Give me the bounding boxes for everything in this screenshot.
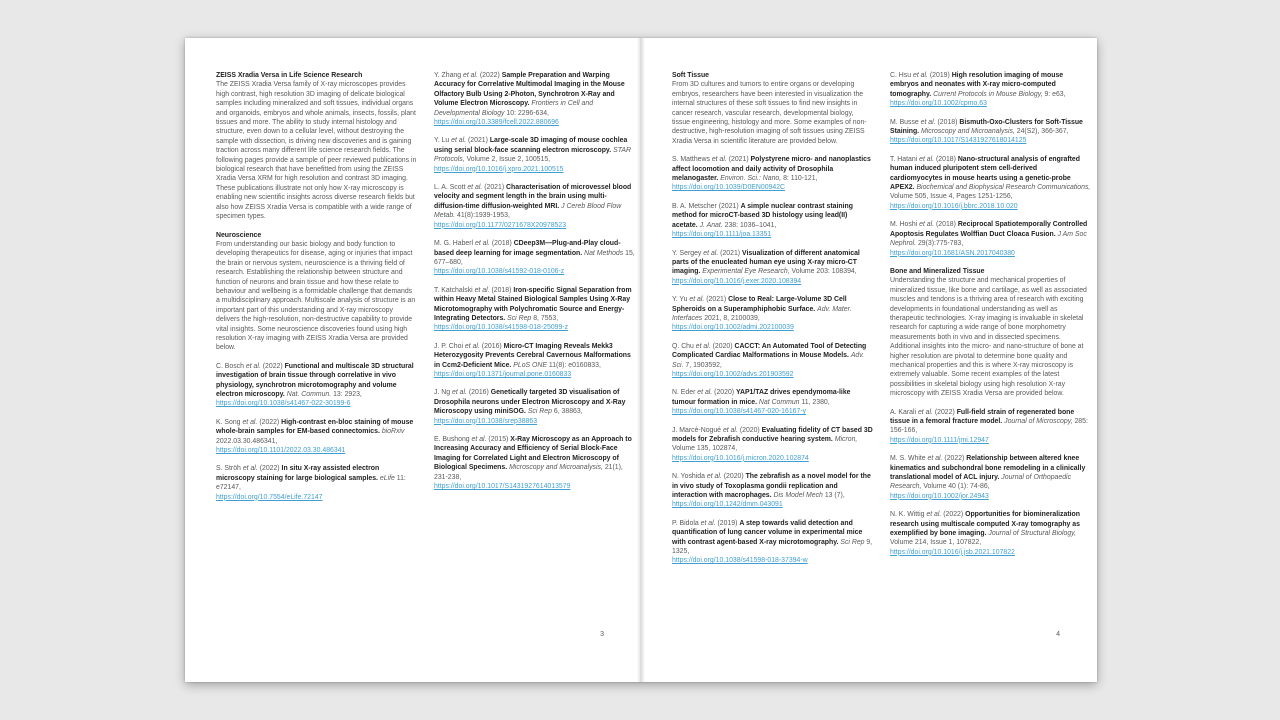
reference-title: Genetically targeted 3D visualisation of Drosophila neurons under Electron Microscopy and X-Ray Microscopy using miniSOG. bbox=[434, 389, 626, 416]
section-heading: ZEISS Xradia Versa in Life Science Research bbox=[216, 72, 363, 79]
reference-doi-link[interactable]: https://doi.org/10.1017/S1431927618014125 bbox=[890, 137, 1027, 145]
reference-journal: bioRxiv bbox=[381, 428, 405, 436]
reference-journal: J Cereb Blood Flow Metab. bbox=[434, 202, 622, 220]
reference-authors: L. A. Scott et al. (2021) bbox=[434, 184, 507, 192]
section-heading: Bone and Mineralized Tissue bbox=[890, 267, 985, 275]
reference-authors: Y. Zhang et al. (2022) bbox=[434, 72, 502, 79]
reference-detail: Volume 203: 108394, bbox=[791, 268, 857, 276]
reference-item bbox=[434, 183, 635, 230]
reference-title: High resolution imaging of mouse embryos and neonates with X-ray micro-computed tomography. bbox=[890, 72, 1064, 98]
reference-title: CACCT: An Automated Tool of Detecting Complicated Cardiac Malformations in Mouse Models. bbox=[672, 342, 867, 360]
reference-authors: E. Bushong et al. (2015) bbox=[434, 436, 511, 443]
body-paragraph: The ZEISS Xradia Versa family of X-ray microscopes provides high contrast, high resolution 3D imaging of delicate biological samples including mineralized and soft tissues, individual organs and organoids, embryos and whole animals, insects, fossils, plant tissues and more. The ability to study internal histology and structure, even down to a cellular level, without destroying the sample with dissection, is driving new discoveries and is gaining traction across many different life science research fields. The following pages provide a sample of peer reviewed publications in biological research that have benefitted from using the ZEISS Xradia Versa XRM for high resolution and contrast 3D imaging. These publications illustrate not only how X-ray microscopy is enabling new scientific insights across diverse research fields but also how ZEISS Xradia Versa is compatible with a wide range of specimen types. bbox=[216, 81, 417, 221]
reference-doi-link[interactable]: https://doi.org/10.1038/srep38863 bbox=[434, 417, 538, 425]
page-3 bbox=[185, 38, 641, 682]
reference-authors: N. K. Wittig et al. (2022) bbox=[890, 511, 966, 519]
reference-doi-link[interactable]: https://doi.org/10.1681/ASN.2017040380 bbox=[890, 249, 1015, 257]
reference-doi-link[interactable]: https://doi.org/10.1111/jmi.12947 bbox=[890, 436, 989, 444]
reference-detail: 6, 38863, bbox=[553, 408, 583, 416]
reference-title: In situ X-ray assisted electron microscopy staining for large biological samples. bbox=[216, 465, 380, 482]
reference-journal: Journal of Orthopaedic Research, bbox=[890, 474, 1072, 491]
reference-doi-link[interactable]: https://doi.org/10.1002/cpmo.63 bbox=[890, 100, 987, 108]
reference-journal: Nat. Commun. bbox=[286, 391, 332, 398]
reference-detail: Volume 40 (1): 74-86, bbox=[923, 483, 990, 491]
reference-title: CDeep3M—Plug-and-Play cloud-based deep learning for image segmentation. bbox=[434, 240, 621, 257]
reference-title: Close to Real: Large-Volume 3D Cell Spheroids on a Superamphiphobic Surface. bbox=[672, 296, 847, 313]
reference-detail: Volume 214, Issue 1, 107822, bbox=[890, 539, 982, 547]
reference-item bbox=[672, 249, 873, 287]
section-heading: Soft Tissue bbox=[672, 72, 710, 79]
reference-detail: 41(8):1939-1953, bbox=[457, 212, 510, 220]
reference-authors: C. Hsu et al. (2019) bbox=[890, 72, 952, 79]
text-column bbox=[672, 71, 873, 575]
reference-journal: STAR Protocols, bbox=[434, 146, 631, 164]
reference-item bbox=[434, 239, 635, 277]
reference-detail: Volume 505, Issue 4, Pages 1251-1256, bbox=[890, 193, 1013, 201]
reference-journal: Biochemical and Biophysical Research Communications, bbox=[916, 184, 1091, 192]
reference-authors: S. Ströh et al. (2022) bbox=[216, 465, 282, 473]
reference-authors: N. Eder et al. (2020) bbox=[672, 389, 736, 397]
reference-item bbox=[434, 71, 635, 127]
reference-title: Polystyrene micro- and nanoplastics affect locomotion and daily activity of Drosophila melanogaster. bbox=[672, 156, 871, 183]
reference-detail: Volume 2, Issue 2, 100515, bbox=[466, 156, 551, 164]
body-paragraph: Understanding the structure and mechanical properties of mineralized tissue, like bone and cartilage, as well as associated muscles and tendons is a thriving area of research with exciting developments in foundational understanding as well as therapeutic technologies. X-ray imaging is invaluable in skeletal research for capturing a wide range of bone morphometry measurements both in vivo and in dissected specimens. Additional insights into the micro- and nano-structure of bone at higher resolution are pivotal to determine bone quality and mechanical properties and this is where X-ray microscopy is extremely valuable. Some recent examples of the latest possibilities in skeletal biology using high resolution X-ray microscopy with ZEISS Xradia Versa are provided below. bbox=[890, 277, 1087, 398]
page-4 bbox=[641, 38, 1097, 682]
reference-item bbox=[672, 519, 873, 566]
reference-title: Functional and multiscale 3D structural investigation of brain tissue through correlative in vivo physiology, synchrotron microtomography and volume electron microscopy. bbox=[216, 362, 414, 398]
reference-doi-link[interactable]: https://doi.org/10.1002/admi.202100039 bbox=[672, 324, 794, 332]
reference-doi-link[interactable]: https://doi.org/10.1039/D0EN00942C bbox=[672, 184, 786, 192]
reference-item bbox=[890, 510, 1091, 557]
reference-authors: T. Katchalski et al. (2018) bbox=[434, 286, 514, 294]
text-column bbox=[434, 71, 635, 511]
reference-journal: Nat Methods bbox=[584, 249, 624, 257]
reference-authors: S. Matthews et al. (2021) bbox=[672, 156, 751, 164]
reference-journal: Sci Rep bbox=[507, 314, 532, 322]
reference-journal: Nat Commun bbox=[758, 398, 800, 406]
reference-authors: T. Hatani et al. (2018) bbox=[890, 155, 958, 163]
reference-journal: Adv. Sci. bbox=[672, 352, 865, 369]
reference-journal: Microscopy and Microanalysis, bbox=[509, 464, 603, 472]
reference-detail: 7, 1903592, bbox=[685, 361, 722, 369]
reference-detail: 21(1), 231-238, bbox=[434, 464, 623, 481]
reference-detail: 29(3):775-783, bbox=[917, 240, 964, 248]
reference-title: Relationship between altered knee kinematics and subchondral bone remodeling in a clinically translational model of ACL injury. bbox=[890, 455, 1086, 482]
reference-doi-link[interactable]: https://doi.org/10.1016/j.micron.2020.102874 bbox=[672, 454, 809, 462]
reference-item bbox=[434, 136, 635, 174]
page-number: 4 bbox=[1056, 631, 1060, 638]
reference-detail: 2022.03.30.486341, bbox=[216, 437, 278, 445]
reference-item bbox=[434, 286, 635, 333]
reference-journal: Journal of Microscopy, bbox=[1004, 418, 1073, 425]
reference-authors: N. Yoshida et al. (2020) bbox=[672, 473, 746, 481]
reference-item bbox=[890, 408, 1091, 446]
reference-journal: Micron, bbox=[834, 436, 858, 443]
reference-journal: Dis Model Mech bbox=[773, 492, 823, 500]
reference-journal: Sci Rep bbox=[840, 538, 865, 546]
reference-item bbox=[434, 435, 635, 491]
reference-doi-link[interactable]: https://doi.org/10.1371/journal.pone.0160833 bbox=[434, 370, 572, 378]
reference-item bbox=[890, 454, 1091, 501]
reference-detail: 9, 1325, bbox=[672, 538, 873, 556]
reference-journal: Experimental Eye Research, bbox=[702, 268, 790, 276]
reference-authors: Y. Sergey et al. (2021) bbox=[672, 249, 743, 257]
reference-title: Opportunities for biomineralization research using multiscale computed X-ray tomography as exemplified by bone imaging. bbox=[890, 511, 1080, 538]
reference-authors: M. G. Haberl et al. (2018) bbox=[434, 240, 514, 248]
reference-doi-link[interactable]: https://doi.org/10.1002/jor.24943 bbox=[890, 492, 989, 500]
reference-item bbox=[672, 295, 873, 333]
reference-authors: Y. Lu et al. (2021) bbox=[434, 137, 490, 145]
reference-item bbox=[434, 388, 635, 426]
reference-detail: 8, 7553, bbox=[533, 314, 559, 322]
reference-item bbox=[216, 418, 417, 456]
reference-title: Micro-CT Imaging Reveals Mekk3 Heterozygosity Prevents Cerebral Cavernous Malformations in Ccm2-Deficient Mice. bbox=[434, 342, 631, 369]
reference-title: Large-scale 3D imaging of mouse cochlea using serial block-face scanning electron microscopy. bbox=[434, 137, 628, 154]
reference-authors: P. Bidola et al. (2019) bbox=[672, 519, 740, 527]
reference-item bbox=[672, 155, 873, 193]
reference-authors: B. A. Metscher (2021) bbox=[672, 202, 741, 210]
reference-doi-link[interactable]: https://doi.org/10.7554/eLife.72147 bbox=[216, 493, 323, 501]
reference-title: X-Ray Microscopy as an Approach to Increasing Accuracy and Efficiency of Serial Block-Face Imaging for Correlated Light and Electron Microscopy of Biological Specimens. bbox=[434, 436, 632, 472]
reference-item bbox=[672, 202, 873, 240]
reference-journal: PLoS ONE bbox=[513, 361, 547, 369]
reference-journal: eLife bbox=[379, 474, 395, 482]
reference-authors: C. Bosch et al. (2022) bbox=[216, 362, 285, 370]
page-4-content bbox=[672, 71, 1091, 575]
reference-detail: 11: e72147, bbox=[216, 474, 406, 492]
reference-detail: 24(S2), 366-367, bbox=[1016, 128, 1069, 136]
reference-item bbox=[890, 71, 1091, 109]
reference-doi-link[interactable]: https://doi.org/10.3389/fcell.2022.880696 bbox=[434, 119, 559, 127]
reference-detail: Volume 135, 102874, bbox=[672, 445, 738, 453]
reference-journal: Sci Rep bbox=[527, 408, 552, 416]
reference-journal: Journal of Structural Biology, bbox=[988, 530, 1077, 538]
reference-item bbox=[890, 118, 1091, 146]
reference-item bbox=[216, 362, 417, 409]
reference-doi-link[interactable]: https://doi.org/10.1016/j.exer.2020.108394 bbox=[672, 277, 802, 285]
reference-detail: 11(8): e0160833, bbox=[548, 361, 601, 369]
body-paragraph: From understanding our basic biology and body function to developing therapeutics for disease, aging or injuries that impact the brain or nervous system, neuroscience is a thriving field of research. Establishing the relationship between structure and function of neurons and brain tissue and how these relate to behaviour and wellbeing is a formidable challenge that demands a multidisciplinary approach. Multiscale analysis of structure is an important part of this understanding and X-ray microscopy delivers the high-resolution, non-destructive capability to provide vital insights. Some neuroscience discoveries found using high resolution X-ray imaging with ZEISS Xradia Versa are provided below. bbox=[216, 240, 416, 352]
reference-detail: 285: 156-166, bbox=[890, 418, 1088, 435]
reference-detail: 9: e63, bbox=[1044, 90, 1066, 98]
reference-doi-link[interactable]: https://doi.org/10.1017/S1431927614013579 bbox=[434, 483, 571, 491]
reference-title: Visualization of different anatomical parts of the enucleated human eye using X-ray micro-CT imaging. bbox=[672, 249, 860, 276]
text-column bbox=[890, 71, 1091, 575]
reference-doi-link[interactable]: https://doi.org/10.1242/dmm.043091 bbox=[672, 501, 783, 509]
reference-journal: Environ. Sci.: Nano, bbox=[720, 175, 782, 183]
reference-title: Sample Preparation and Warping Accuracy for Correlative Multimodal Imaging in the Mouse Olfactory Bulb Using 2-Photon, Synchrotron X-Ray and Volume Electron Microscopy. bbox=[434, 72, 625, 108]
reference-journal: J. Anat. bbox=[699, 221, 723, 229]
reference-title: Reciprocal Spatiotemporally Controlled Apoptosis Regulates Wolffian Duct Cloaca Fusion. bbox=[890, 221, 1088, 238]
reference-doi-link[interactable]: https://doi.org/10.1038/s41598-018-25099-z bbox=[434, 324, 569, 332]
reference-doi-link[interactable]: https://doi.org/10.1016/j.jsb.2021.107822 bbox=[890, 548, 1015, 556]
body-paragraph: From 3D cultures and tumors to entire organs or developing embryos, researchers have been interested in visualization the internal structures of these soft tissues to find new insights in cancer research, vascular research, developmental biology, tissue engineering, histology and more. Some examples of non-destructive, high-resolution imaging of soft tissues using ZEISS Xradia Versa in scientific literature are provided below. bbox=[672, 81, 867, 145]
reference-title: The zebrafish as a novel model for the in vivo study of Toxoplasma gondii replication and interaction with macrophages. bbox=[672, 473, 871, 500]
reference-authors: M. Hoshi et al. (2018) bbox=[890, 221, 958, 229]
reference-doi-link[interactable]: https://doi.org/10.1038/s41467-020-16167-y bbox=[672, 408, 807, 416]
reference-journal: Frontiers in Cell and Developmental Biology bbox=[434, 100, 594, 117]
reference-detail: 10: 2296-634, bbox=[506, 109, 549, 117]
reference-authors: Q. Chu et al. (2020) bbox=[672, 342, 735, 350]
reference-title: Characterisation of microvessel blood velocity and segment length in the brain using multi-diffusion-time diffusion-weighted MRI. bbox=[434, 184, 632, 210]
reference-journal: Adv. Mater. Interfaces bbox=[672, 305, 852, 322]
reference-title: High-contrast en-bloc staining of mouse whole-brain samples for EM-based connectomics. bbox=[216, 418, 414, 436]
reference-item bbox=[672, 472, 873, 510]
reference-item bbox=[672, 388, 873, 416]
reference-detail: 11, 2380, bbox=[801, 398, 830, 406]
page-3-content bbox=[216, 71, 635, 511]
reference-detail: 238: 1036–1041, bbox=[724, 221, 777, 229]
document-spread bbox=[185, 38, 1097, 682]
reference-authors: M. S. White et al. (2022) bbox=[890, 455, 967, 463]
reference-doi-link[interactable]: https://doi.org/10.1016/j.xpro.2021.100515 bbox=[434, 165, 564, 173]
reference-doi-link[interactable]: https://doi.org/10.1038/s41467-022-30199-6 bbox=[216, 400, 351, 408]
reference-authors: J. Ng et al. (2016) bbox=[434, 389, 491, 397]
reference-title: A step towards valid detection and quantification of lung cancer volume in experimental mice with contrast agent-based X-ray microtomography. bbox=[672, 519, 863, 546]
reference-title: A simple nuclear contrast staining method for microCT-based 3D histology using lead(II) acetate. bbox=[672, 202, 853, 229]
reference-item bbox=[672, 342, 873, 380]
reference-authors: A. Karali et al. (2022) bbox=[890, 408, 957, 416]
reference-doi-link[interactable]: https://doi.org/10.1038/s41592-018-0106-z bbox=[434, 268, 565, 276]
reference-title: Nano-structural analysis of engrafted human induced pluripotent stem cell-derived cardiomyocytes in mouse hearts using a genetic-probe APEX2. bbox=[890, 155, 1080, 192]
reference-authors: K. Song et al. (2022) bbox=[216, 418, 282, 426]
reference-journal: J Am Soc Nephrol. bbox=[890, 230, 1087, 248]
reference-authors: Y. Yu et al. (2021) bbox=[672, 296, 729, 304]
reference-journal: Current Protocols in Mouse Biology, bbox=[933, 90, 1043, 98]
reference-detail: 13 (7), bbox=[824, 492, 845, 500]
reference-detail: 8: 110-121, bbox=[783, 175, 818, 183]
reference-authors: J. Marcè-Nogué et al. (2020) bbox=[672, 426, 762, 434]
reference-title: Iron-specific Signal Separation from within Heavy Metal Stained Biological Samples Using X-Ray Microtomography with Polychromatic Source and Energy-Integrating Detectors. bbox=[434, 286, 632, 322]
reference-journal: Microscopy and Microanalysis, bbox=[921, 128, 1015, 136]
reference-item bbox=[890, 220, 1091, 258]
reference-title: YAP1/TAZ drives ependymoma-like tumour formation in mice. bbox=[672, 389, 851, 406]
reference-doi-link[interactable]: https://doi.org/10.1002/advs.201903592 bbox=[672, 370, 794, 378]
reference-title: Bismuth-Oxo-Clusters for Soft-Tissue Staining. bbox=[890, 118, 1083, 136]
reference-title: Full-field strain of regenerated bone tissue in a femoral fracture model. bbox=[890, 408, 1075, 425]
reference-detail: 13: 2923, bbox=[333, 391, 362, 398]
section-heading: Neuroscience bbox=[216, 231, 262, 239]
reference-item bbox=[672, 426, 873, 464]
reference-item bbox=[434, 342, 635, 380]
page-number: 3 bbox=[600, 631, 604, 638]
text-column bbox=[216, 71, 417, 511]
reference-detail: 15, 677–680, bbox=[434, 249, 635, 266]
reference-doi-link[interactable]: https://doi.org/10.1177/0271678X20978523 bbox=[434, 221, 567, 229]
reference-item bbox=[216, 464, 417, 502]
reference-title: Evaluating fidelity of CT based 3D models for Zebrafish conductive hearing system. bbox=[672, 426, 873, 443]
reference-item bbox=[890, 155, 1091, 211]
reference-doi-link[interactable]: https://doi.org/10.1016/j.bbrc.2018.10.020 bbox=[890, 202, 1018, 210]
reference-authors: M. Busse et al. (2018) bbox=[890, 118, 960, 126]
reference-doi-link[interactable]: https://doi.org/10.1111/joa.13351 bbox=[672, 231, 772, 239]
reference-authors: J. P. Choi et al. (2016) bbox=[434, 342, 504, 350]
reference-detail: 2021, 8, 2100039, bbox=[704, 314, 760, 322]
reference-doi-link[interactable]: https://doi.org/10.1038/s41598-018-37394-w bbox=[672, 557, 808, 565]
reference-doi-link[interactable]: https://doi.org/10.1101/2022.03.30.486341 bbox=[216, 447, 346, 455]
